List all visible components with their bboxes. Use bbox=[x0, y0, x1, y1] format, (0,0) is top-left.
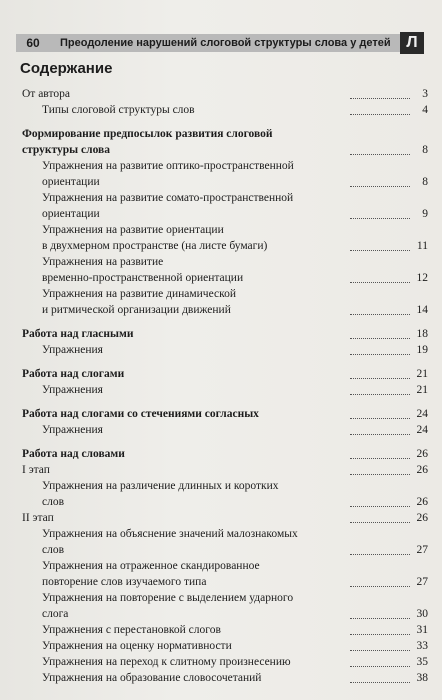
toc-entry bbox=[22, 382, 428, 398]
toc-entry-page: 12 bbox=[416, 272, 428, 284]
toc-entry bbox=[22, 126, 428, 158]
toc-entry-title: Работа над словами bbox=[22, 448, 125, 460]
toc-entry bbox=[22, 670, 428, 686]
leader-dots bbox=[350, 650, 410, 651]
toc-entry-page: 24 bbox=[416, 424, 428, 436]
toc-entry-title: Упражнения на развитие ориентации в двухмерном пространстве (на листе бумаги) bbox=[42, 224, 268, 252]
toc-entry bbox=[22, 654, 428, 670]
leader-dots bbox=[350, 666, 410, 667]
leader-dots bbox=[350, 314, 410, 315]
toc-entry-page: 11 bbox=[416, 240, 428, 252]
table-of-contents bbox=[22, 86, 428, 686]
leader-dots bbox=[350, 354, 410, 355]
leader-dots bbox=[350, 250, 410, 251]
toc-entry-title: Формирование предпосылок развития слоговой структуры слова bbox=[22, 128, 273, 156]
toc-entry-page: 14 bbox=[416, 304, 428, 316]
toc-entry-page: 8 bbox=[422, 176, 428, 188]
page-number: 60 bbox=[26, 36, 40, 50]
toc-entry bbox=[22, 478, 428, 510]
toc-entry bbox=[22, 526, 428, 558]
toc-entry-page: 21 bbox=[416, 368, 428, 380]
toc-entry-page: 3 bbox=[422, 88, 428, 100]
toc-entry bbox=[22, 158, 428, 190]
toc-entry-page: 38 bbox=[416, 672, 428, 684]
toc-entry-page: 33 bbox=[416, 640, 428, 652]
toc-entry bbox=[22, 222, 428, 254]
leader-dots bbox=[350, 434, 410, 435]
toc-entry bbox=[22, 558, 428, 590]
toc-entry bbox=[22, 102, 428, 118]
toc-entry-page: 30 bbox=[416, 608, 428, 620]
leader-dots bbox=[350, 378, 410, 379]
leader-dots bbox=[350, 506, 410, 507]
toc-entry-title: Упражнения на отраженное скандированное повторение слов изучаемого типа bbox=[42, 560, 260, 588]
toc-entry-title: Работа над слогами bbox=[22, 368, 125, 380]
toc-entry-page: 21 bbox=[416, 384, 428, 396]
toc-entry-page: 27 bbox=[416, 544, 428, 556]
leader-dots bbox=[350, 458, 410, 459]
toc-entry-page: 26 bbox=[416, 496, 428, 508]
toc-entry-title: Работа над слогами со стечениями согласных bbox=[22, 408, 259, 420]
toc-entry bbox=[22, 590, 428, 622]
toc-entry bbox=[22, 86, 428, 102]
leader-dots bbox=[350, 418, 410, 419]
toc-heading: Содержание bbox=[20, 60, 113, 77]
toc-entry-page: 27 bbox=[416, 576, 428, 588]
toc-entry-page: 35 bbox=[416, 656, 428, 668]
toc-entry bbox=[22, 638, 428, 654]
toc-entry-title: Упражнения на развитие динамической и ритмической организации движений bbox=[42, 288, 236, 316]
leader-dots bbox=[350, 218, 410, 219]
toc-entry-title: Упражнения на различение длинных и коротких слов bbox=[42, 480, 279, 508]
leader-dots bbox=[350, 186, 410, 187]
toc-entry-page: 9 bbox=[422, 208, 428, 220]
toc-entry-title: Работа над гласными bbox=[22, 328, 134, 340]
leader-dots bbox=[350, 586, 410, 587]
toc-entry-page: 18 bbox=[416, 328, 428, 340]
toc-entry bbox=[22, 286, 428, 318]
leader-dots bbox=[350, 554, 410, 555]
toc-entry-title: Упражнения на образование словосочетаний bbox=[42, 672, 262, 684]
toc-entry-title: Типы слоговой структуры слов bbox=[42, 104, 195, 116]
toc-entry bbox=[22, 190, 428, 222]
toc-entry bbox=[22, 406, 428, 422]
leader-dots bbox=[350, 522, 410, 523]
toc-entry bbox=[22, 462, 428, 478]
toc-entry bbox=[22, 422, 428, 438]
section-badge: Л bbox=[400, 32, 424, 54]
running-header bbox=[16, 34, 416, 52]
toc-entry bbox=[22, 622, 428, 638]
leader-dots bbox=[350, 618, 410, 619]
toc-entry bbox=[22, 254, 428, 286]
leader-dots bbox=[350, 394, 410, 395]
leader-dots bbox=[350, 634, 410, 635]
toc-entry-title: I этап bbox=[22, 464, 50, 476]
toc-entry-title: Упражнения с перестановкой слогов bbox=[42, 624, 221, 636]
toc-entry bbox=[22, 342, 428, 358]
toc-entry-title: От автора bbox=[22, 88, 70, 100]
leader-dots bbox=[350, 682, 410, 683]
toc-entry-title: Упражнения на развитие оптико-пространственной ориентации bbox=[42, 160, 294, 188]
leader-dots bbox=[350, 474, 410, 475]
toc-entry-page: 26 bbox=[416, 448, 428, 460]
toc-entry-title: Упражнения на повторение с выделением ударного слога bbox=[42, 592, 294, 620]
toc-entry-page: 31 bbox=[416, 624, 428, 636]
toc-entry bbox=[22, 326, 428, 342]
toc-entry-page: 26 bbox=[416, 464, 428, 476]
leader-dots bbox=[350, 282, 410, 283]
toc-entry-title: Упражнения на оценку нормативности bbox=[42, 640, 232, 652]
toc-entry-title: Упражнения на объяснение значений малознакомых слов bbox=[42, 528, 298, 556]
leader-dots bbox=[350, 114, 410, 115]
toc-entry bbox=[22, 366, 428, 382]
toc-entry-page: 26 bbox=[416, 512, 428, 524]
toc-entry-title: Упражнения на развитие сомато-пространственной ориентации bbox=[42, 192, 294, 220]
toc-entry-title: Упражнения на переход к слитному произнесению bbox=[42, 656, 291, 668]
toc-entry bbox=[22, 446, 428, 462]
toc-entry bbox=[22, 510, 428, 526]
running-title: Преодоление нарушений слоговой структуры слова у детей bbox=[60, 37, 391, 49]
toc-entry-title: Упражнения bbox=[42, 424, 103, 436]
toc-entry-title: Упражнения bbox=[42, 384, 103, 396]
leader-dots bbox=[350, 338, 410, 339]
toc-entry-title: Упражнения на развитие временно-пространственной ориентации bbox=[42, 256, 244, 284]
leader-dots bbox=[350, 98, 410, 99]
toc-entry-title: II этап bbox=[22, 512, 54, 524]
toc-entry-page: 19 bbox=[416, 344, 428, 356]
toc-entry-page: 4 bbox=[422, 104, 428, 116]
toc-entry-page: 24 bbox=[416, 408, 428, 420]
toc-entry-page: 8 bbox=[422, 144, 428, 156]
leader-dots bbox=[350, 154, 410, 155]
toc-entry-title: Упражнения bbox=[42, 344, 103, 356]
